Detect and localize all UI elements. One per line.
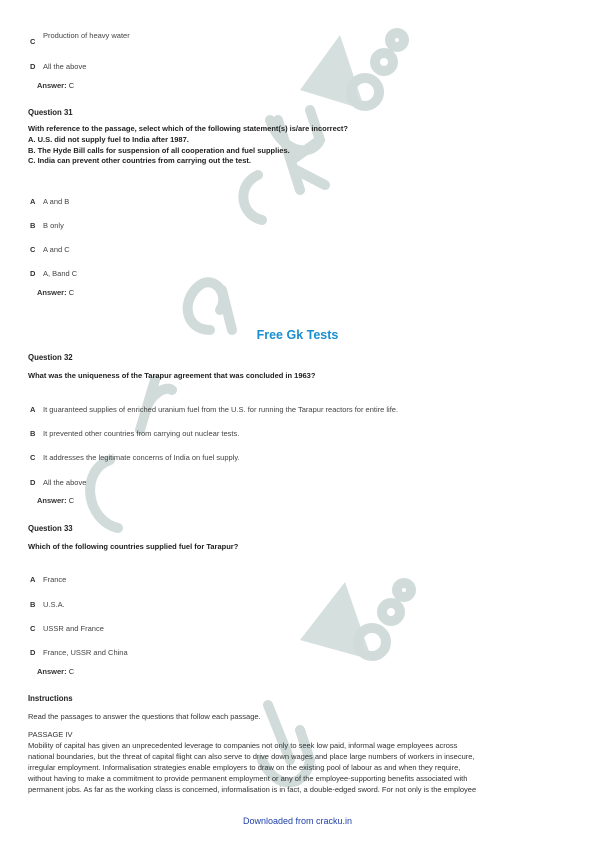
option-letter: D (30, 62, 36, 71)
option-letter: B (30, 221, 36, 230)
answer-value: C (68, 496, 75, 505)
instructions-heading: Instructions (28, 694, 73, 703)
option-letter: C (30, 37, 36, 46)
answer-label: Answer: (37, 496, 67, 505)
question-text: What was the uniqueness of the Tarapur agreement that was concluded in 1963? (28, 371, 316, 380)
option-text: A and B (43, 197, 70, 206)
question-text: Which of the following countries supplied fuel for Tarapur? (28, 542, 239, 551)
option-letter: C (30, 453, 36, 462)
footer-download-link[interactable]: Downloaded from cracku.in (242, 816, 353, 826)
answer-line (37, 667, 74, 676)
question-line: With reference to the passage, select which of the following statement(s) is/are incorrect? (28, 124, 349, 133)
passage-line: without having to make a commitment to provide permanent employment or any of the employee-supporting benefits associated with (28, 774, 468, 783)
option-text: It guaranteed supplies of enriched uranium fuel from the U.S. for running the Tarapur reactors for entire life. (43, 405, 399, 414)
answer-label: Answer: (37, 288, 67, 297)
option-letter: C (30, 245, 36, 254)
answer-value: C (68, 81, 75, 90)
passage-line: national boundaries, but the threat of capital flight can also serve to drive down wages and place large numbers of workers in insecure, (28, 752, 475, 761)
question-line: B. The Hyde Bill calls for suspension of all cooperation and fuel supplies. (28, 145, 290, 155)
answer-line (37, 496, 74, 505)
option-text: Production of heavy water (43, 31, 130, 40)
answer-value: C (68, 667, 75, 676)
answer-value: C (68, 288, 75, 297)
option-text: A, Band C (43, 269, 78, 278)
option-text: All the above (43, 62, 87, 71)
option-text: U.S.A. (43, 600, 65, 609)
option-text: France (43, 575, 67, 584)
free-gk-tests-link[interactable]: Free Gk Tests (256, 328, 339, 342)
option-letter: A (30, 575, 36, 584)
option-text: B only (43, 221, 64, 230)
option-letter: B (30, 600, 36, 609)
passage-line: irregular employment. Informalisation strategies enable employers to draw on the existing pool of labour as and when they require, (28, 763, 461, 772)
question-line: C. India can prevent other countries from carrying out the test. (28, 156, 251, 166)
option-letter: D (30, 478, 36, 487)
instructions-text: Read the passages to answer the questions that follow each passage. (28, 712, 261, 721)
question-text (28, 124, 568, 167)
answer-line (37, 288, 74, 297)
option-letter: C (30, 624, 36, 633)
option-letter: D (30, 269, 36, 278)
question-heading: Question 32 (28, 353, 73, 362)
option-text: It prevented other countries from carrying out nuclear tests. (43, 429, 240, 438)
answer-label: Answer: (37, 81, 67, 90)
passage-line: Mobility of capital has given an unprecedented leverage to companies not only to seek low paid, informal wage employees across (28, 741, 458, 750)
answer-label: Answer: (37, 667, 67, 676)
answer-line (37, 81, 74, 90)
option-text: A and C (43, 245, 70, 254)
option-text: USSR and France (43, 624, 104, 633)
option-text: France, USSR and China (43, 648, 128, 657)
option-letter: A (30, 405, 36, 414)
question-heading: Question 31 (28, 108, 73, 117)
passage-line: permanent jobs. As far as the working class is concerned, informalisation is in fact, a double-edged sword. For not only is the employee (28, 785, 477, 794)
passage-label: PASSAGE IV (28, 730, 73, 739)
option-text: All the above (43, 478, 87, 487)
option-text: It addresses the legitimate concerns of India on fuel supply. (43, 453, 240, 462)
option-letter: A (30, 197, 36, 206)
passage-body (28, 740, 573, 795)
option-letter: D (30, 648, 36, 657)
option-letter: B (30, 429, 36, 438)
question-heading: Question 33 (28, 524, 73, 533)
question-line: A. U.S. did not supply fuel to India after 1987. (28, 134, 189, 144)
